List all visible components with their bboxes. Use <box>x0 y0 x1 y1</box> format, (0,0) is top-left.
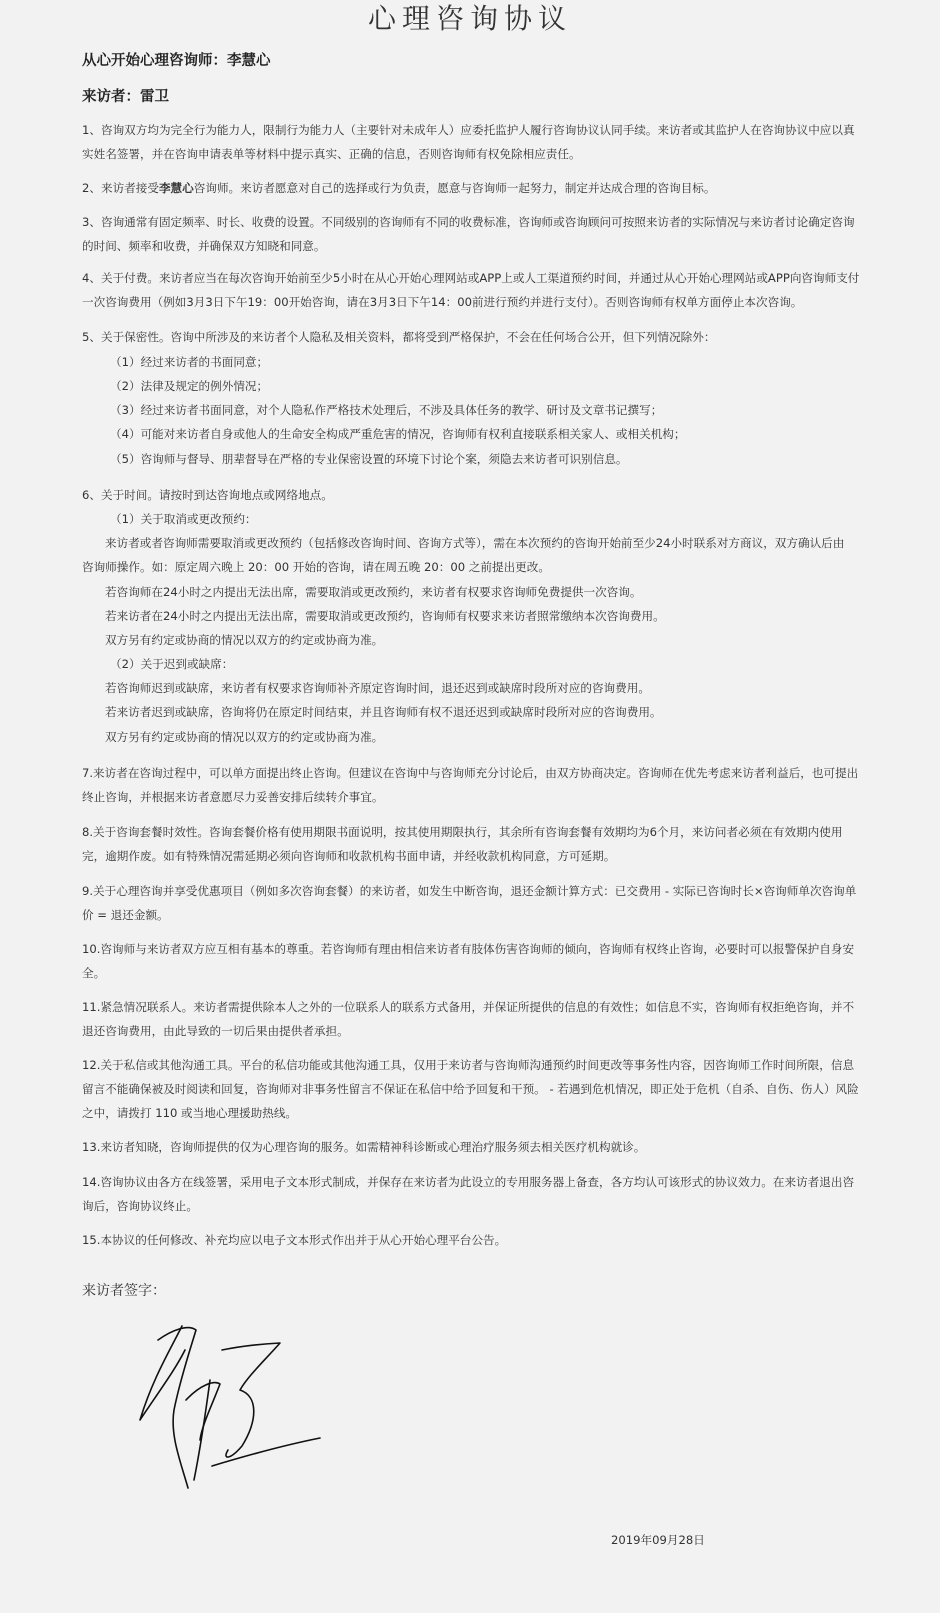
clause-6: 6、关于时间。请按时到达咨询地点或网络地点。 <box>82 488 333 502</box>
clause-2-suffix: 咨询师。来访者愿意对自己的选择或行为负责，愿意与咨询师一起努力，制定并达成合理的咨询目标。 <box>193 181 716 195</box>
clause-5-item: （2）法律及规定的例外情况； <box>110 379 269 393</box>
clause-6-sub-1-line: 若咨询师在24小时之内提出无法出席，需要取消或更改预约，来访者有权要求咨询师免费提供一次咨询。 <box>105 585 642 599</box>
clause-5-item: （3）经过来访者书面同意，对个人隐私作严格技术处理后，不涉及具体任务的教学、研讨及文章书记撰写； <box>110 403 663 417</box>
clause-13: 13.来访者知晓，咨询师提供的仅为心理咨询的服务。如需精神科诊断或心理治疗服务须去相关医疗机构就诊。 <box>82 1140 646 1154</box>
clause-10: 10.咨询师与来访者双方应互相有基本的尊重。若咨询师有理由相信来访者有肢体伤害咨询师的倾向，咨询师有权终止咨询，必要时可以报警保护自身安全。 <box>82 942 855 980</box>
clause-3: 3、咨询通常有固定频率、时长、收费的设置。不同级别的咨询师有不同的收费标准，咨询师或咨询顾问可按照来访者的实际情况与来访者讨论确定咨询的时间、频率和收费，并确保双方知晓和同意。 <box>82 215 855 253</box>
counselor-name: 李慧心 <box>158 181 194 195</box>
signature-image <box>130 1310 330 1500</box>
clause-2 <box>82 176 862 200</box>
page-title: 心理咨询协议 <box>367 2 572 35</box>
clause-6-sub-1-line: 若来访者在24小时之内提出无法出席，需要取消或更改预约，咨询师有权要求来访者照常缴纳本次咨询费用。 <box>105 609 665 623</box>
clause-15: 15.本协议的任何修改、补充均应以电子文本形式作出并于从心开始心理平台公告。 <box>82 1233 507 1247</box>
clause-7: 7.来访者在咨询过程中，可以单方面提出终止咨询。但建议在咨询中与咨询师充分讨论后，由双方协商决定。咨询师在优先考虑来访者利益后，也可提出终止咨询，并根据来访者意愿尽力妥善安排后续转介事宜。 <box>82 766 859 804</box>
clause-12: 12.关于私信或其他沟通工具。平台的私信功能或其他沟通工具，仅用于来访者与咨询师沟通预约时间更改等事务性内容，因咨询师工作时间所限，信息留言不能确保被及时阅读和回复，咨询师对非事务性留言不保证在私信中给予回复和干预。 - 若遇到危机情况，即正处于危机（自杀、自伤、伤人）风险之中，请拨打 110 或当地心理援助热线。 <box>82 1058 859 1120</box>
clause-6-sub-2-line: 双方另有约定或协商的情况以双方的约定或协商为准。 <box>105 730 384 744</box>
signature-label: 来访者签字： <box>82 1283 166 1299</box>
clause-5-item: （1）经过来访者的书面同意； <box>110 355 269 369</box>
clause-1: 1、咨询双方均为完全行为能力人，限制行为能力人（主要针对未成年人）应委托监护人履行咨询协议认同手续。来访者或其监护人在咨询协议中应以真实姓名签署，并在咨询申请表单等材料中提示真实、正确的信息，否则咨询师有权免除相应责任。 <box>82 123 855 161</box>
clause-5: 5、关于保密性。咨询中所涉及的来访者个人隐私及相关资料，都将受到严格保护，不会在任何场合公开，但下列情况除外： <box>82 330 716 344</box>
clause-8: 8.关于咨询套餐时效性。咨询套餐价格有使用期限书面说明，按其使用期限执行，其余所有咨询套餐有效期均为6个月，来访问者必须在有效期内使用完，逾期作废。如有特殊情况需延期必须向咨询师和收款机构书面申请，并经收款机构同意，方可延期。 <box>82 825 843 863</box>
clause-2-prefix: 2、来访者接受 <box>82 181 159 195</box>
clause-6-sub-2-line: 若来访者迟到或缺席，咨询将仍在原定时间结束，并且咨询师有权不退还迟到或缺席时段所对应的咨询费用。 <box>105 705 662 719</box>
clause-6-sub-1-text: 来访者或者咨询师需要取消或更改预约（包括修改咨询时间、咨询方式等），需在本次预约的咨询开始前至少24小时联系对方商议，双方确认后由 <box>105 536 845 550</box>
clause-6-sub-1: （1）关于取消或更改预约： <box>110 512 257 526</box>
clause-6-sub-2-line: 若咨询师迟到或缺席，来访者有权要求咨询师补齐原定咨询时间，退还迟到或缺席时段所对应的咨询费用。 <box>105 681 650 695</box>
sign-date: 2019年09月28日 <box>611 1533 705 1547</box>
clause-6-sub-2: （2）关于迟到或缺席： <box>110 657 234 671</box>
clause-14: 14.咨询协议由各方在线签署，采用电子文本形式制成，并保存在来访者为此设立的专用服务器上备查，各方均认可该形式的协议效力。在来访者退出咨询后，咨询协议终止。 <box>82 1175 855 1213</box>
clause-6-sub-1-text: 咨询师操作。如：原定周六晚上 20：00 开始的咨询，请在周五晚 20：00 之前提出更改。 <box>82 560 550 574</box>
clause-5-item: （4）可能对来访者自身或他人的生命安全构成严重危害的情况，咨询师有权利直接联系相关家人、或相关机构； <box>110 427 686 441</box>
clause-9: 9.关于心理咨询并享受优惠项目（例如多次咨询套餐）的来访者，如发生中断咨询，退还金额计算方式：已交费用 - 实际已咨询时长×咨询师单次咨询单价 = 退还金额。 <box>82 884 857 922</box>
clause-6-sub-1-line: 双方另有约定或协商的情况以双方的约定或协商为准。 <box>105 633 384 647</box>
clause-11: 11.紧急情况联系人。来访者需提供除本人之外的一位联系人的联系方式备用，并保证所提供的信息的有效性；如信息不实，咨询师有权拒绝咨询，并不退还咨询费用，由此导致的一切后果由提供者承担。 <box>82 1000 855 1038</box>
clause-4: 4、关于付费。来访者应当在每次咨询开始前至少5小时在从心开始心理网站或APP上或人工渠道预约时间，并通过从心开始心理网站或APP向咨询师支付一次咨询费用（例如3月3日下午19：00开始咨询，请在3月3日下午14：00前进行预约并进行支付）。否则咨询师有权单方面停止本次咨询。 <box>82 271 860 309</box>
visitor-line: 来访者：雷卫 <box>82 89 169 105</box>
clause-5-item: （5）咨询师与督导、朋辈督导在严格的专业保密设置的环境下讨论个案，须隐去来访者可识别信息。 <box>110 452 628 466</box>
counselor-line: 从心开始心理咨询师：李慧心 <box>82 53 271 69</box>
